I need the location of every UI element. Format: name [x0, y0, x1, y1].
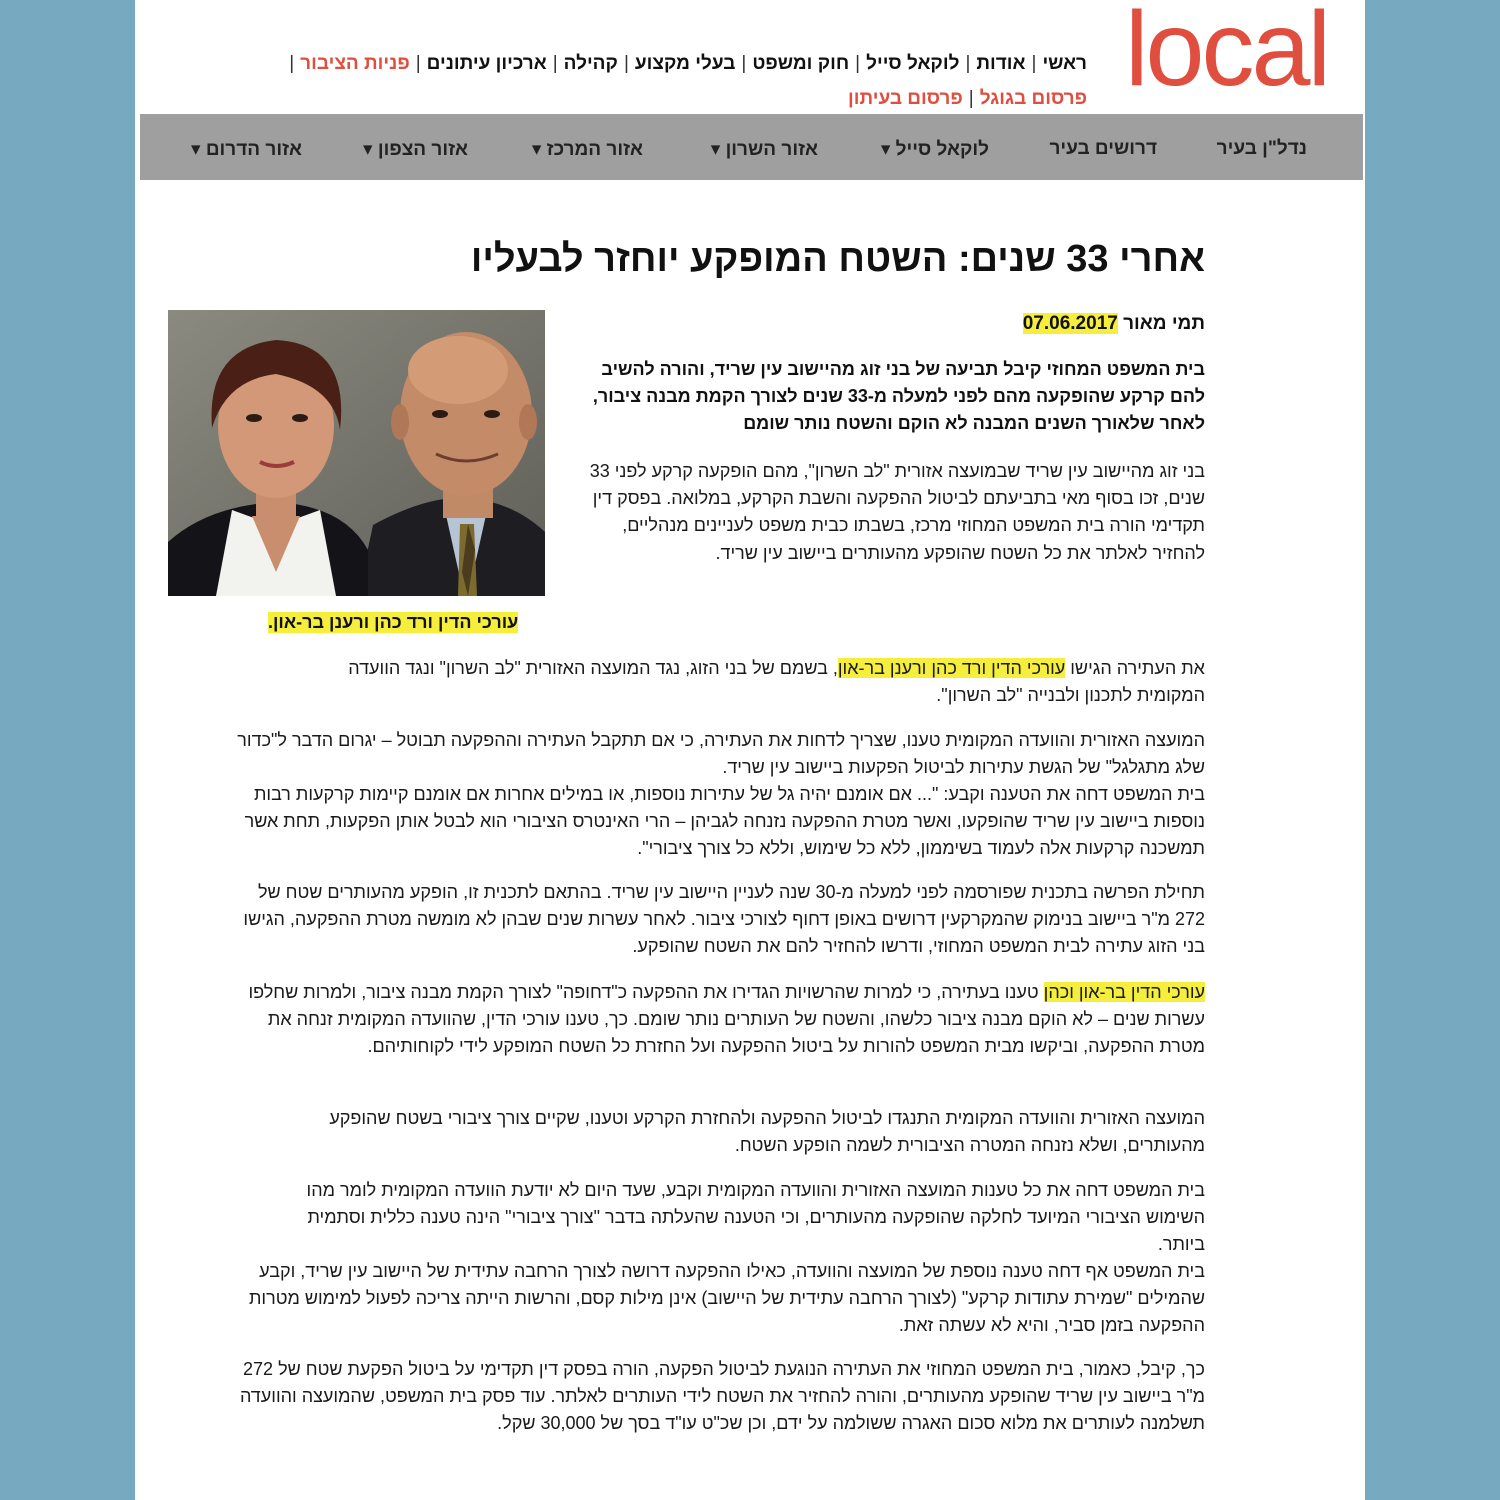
- secondary-nav: [848, 88, 1087, 110]
- article-date: 07.06.2017: [1022, 313, 1118, 334]
- nav-link-home[interactable]: ראשי: [1042, 53, 1087, 74]
- category-jobs[interactable]: דרושים בעיר: [1049, 138, 1157, 159]
- category-south[interactable]: [191, 138, 302, 161]
- article-byline: [1023, 313, 1205, 335]
- nav-link-about[interactable]: אודות: [976, 53, 1026, 74]
- p5-text: טענו בעתירה, כי למרות שהרשויות הגדירו את ההפקעה כ"דחופה" לצורך הקמת מבנה ציבור, ולמרות שחלפו עשרות שנים – לא הוקם מבנה ציבור כלשהו, והשטח של העותרים נותר שומם. כך, טענו עורכי הדין, שהוועדה המקומית זנחה את מטרת ההפקעה, וביקשו מבית המשפט להורות על ביטול ההפקעה ועל החזרת כל השטח המופקע לידי לקוחותיהם.: [248, 982, 1205, 1057]
- caret-down-icon: ▾: [880, 139, 891, 160]
- nav-separator: |: [623, 53, 629, 74]
- article-paragraph-1: בני זוג מהיישוב עין שריד שבמועצה אזורית "לב השרון", מהם הופקעה קרקע לפני 33 שנים, זכו בסוף מאי בתביעתם לביטול ההפקעה והשבת הקרקע, במלואה. בפסק דין תקדימי הורה בית המשפט המחוזי מרכז, בשבתו כבית משפט לעניינים מנהליים, להחזיר לאלתר את כל השטח שהופקע מהעותרים ביישוב עין שריד.: [589, 461, 1205, 563]
- article-lead: בית המשפט המחוזי קיבל תביעה של בני זוג מהיישוב עין שריד, והורה להשיב להם קרקע שהופקעה מהם לפני למעלה מ-33 שנים לצורך הקמת מבנה ציבור, לאחר שלאורך השנים המבנה לא הוקם והשטח נותר שומם: [592, 359, 1205, 433]
- article-paragraph-4: תחילת הפרשה בתכנית שפורסמה לפני למעלה מ-30 שנה לעניין היישוב עין שריד. בהתאם לתכנית זו, הופקע מהעותרים שטח של 272 מ"ר ביישוב בנימוק שהמקרקעין דרושים באופן דחוף לצורכי ציבור. לאחר עשרות שנים שבהן לא מומשה מטרת ההפקעה, הגישו בני הזוג עתירה לבית המשפט המחוזי, ודרשו להחזיר להם את השטח שהופקע.: [243, 882, 1205, 957]
- caret-down-icon: ▾: [531, 139, 542, 160]
- category-sharon-label: אזור השרון: [725, 139, 818, 160]
- highlighted-lawyers-names: עורכי הדין ורד כהן ורענן בר-און: [837, 658, 1066, 678]
- p2-text-start: את העתירה הגישו: [1065, 658, 1205, 678]
- top-nav: [283, 53, 1087, 75]
- nav-separator: |: [968, 88, 974, 109]
- p2-text-end: , בשמם של בני הזוג, נגד המועצה האזורית "לב השרון" ונגד הוועדה המקומית לתכנון ולבנייה "לב השרון".: [348, 658, 1205, 706]
- category-north[interactable]: [363, 138, 468, 161]
- nav-separator: |: [289, 53, 295, 74]
- nav-separator: |: [552, 53, 558, 74]
- category-center-label: אזור המרכז: [546, 139, 643, 160]
- nav-link-law[interactable]: חוק ומשפט: [752, 53, 850, 74]
- article-paragraph-8: כך, קיבל, כאמור, בית המשפט המחוזי את העתירה הנוגעת לביטול הפקעה, הורה בפסק דין תקדימי על ביטול הפקעת שטח של 272 מ"ר ביישוב עין שריד שהופקע מהעותרים, והורה להחזיר את השטח לידי העותרים לאלתר. עוד פסק בית המשפט, שהמועצה והוועדה תשלמנה לעותרים את מלוא סכום האגרה ששולמה על ידם, וכן שכ"ט עו"ד בסך של 30,000 שקל.: [239, 1359, 1205, 1434]
- photo-caption: עורכי הדין ורד כהן ורענן בר-און.: [268, 612, 519, 632]
- nav-link-local-sale[interactable]: לוקאל סייל: [866, 53, 960, 74]
- category-local-sale[interactable]: [881, 138, 989, 161]
- nav-link-google-ads[interactable]: פרסום בגוגל: [979, 88, 1087, 109]
- article-paragraph-6: המועצה האזורית והוועדה המקומית התנגדו לביטול ההפקעה ולהחזרת הקרקע וטענו, שקיים צורך ציבורי בשטח שהופקע מהעותרים, ושלא נזנחה המטרה הציבורית לשמה הופקע השטח.: [329, 1108, 1205, 1156]
- article-photo: [168, 310, 545, 596]
- nav-separator: |: [965, 53, 971, 74]
- nav-link-community[interactable]: קהילה: [563, 53, 618, 74]
- article-paragraph-2: [285, 655, 1205, 709]
- category-real-estate[interactable]: נדל"ן בעיר: [1216, 138, 1307, 159]
- highlighted-lawyers-names-2: עורכי הדין בר-און וכהן: [1043, 982, 1205, 1002]
- caret-down-icon: ▾: [710, 139, 721, 160]
- nav-link-professionals[interactable]: בעלי מקצוע: [634, 53, 736, 74]
- article-author: תמי מאור: [1123, 313, 1205, 334]
- nav-link-newspaper-ads[interactable]: פרסום בעיתון: [848, 88, 963, 109]
- site-logo[interactable]: local: [1125, 0, 1329, 108]
- category-sharon[interactable]: [711, 138, 818, 161]
- nav-separator: |: [415, 53, 421, 74]
- nav-separator: |: [741, 53, 747, 74]
- article-paragraph-5: [243, 979, 1205, 1061]
- nav-separator: |: [855, 53, 861, 74]
- article-paragraph-3b: בית המשפט דחה את הטענה וקבע: "... אם אומנם יהיה גל של עתירות נוספות, או במילים אחרות אם אומנם קיימות קרקעות רבות נוספות ביישוב עין שריד שהופקעו, ואשר מטרת ההפקעה נזנחה לגביהן – הרי האינטרס הציבורי הוא לבטל אותן הפקעות, תחת אשר תמשכנה קרקעות אלה לעמוד בשיממון, ללא כל שימוש, וללא כל צורך ציבורי".: [244, 784, 1205, 859]
- category-bar: [140, 114, 1363, 180]
- nav-link-archive[interactable]: ארכיון עיתונים: [426, 53, 547, 74]
- article-title: אחרי 33 שנים: השטח המופקע יוחזר לבעליו: [470, 238, 1205, 280]
- article-paragraph-7: בית המשפט דחה את כל טענות המועצה האזורית והוועדה המקומית וקבע, שעד היום לא יודעת הוועדה המקומית לומר מהו השימוש הציבורי המיועד לחלקה שהופקעה מהעותרים, וכי הטענה שהעלתה בדבר "צורך ציבורי" הינה טענה כללית וסתמית ביותר.: [306, 1180, 1205, 1255]
- article-paragraph-7b: בית המשפט אף דחה טענה נוספת של המועצה והוועדה, כאילו ההפקעה דרושה לצורך הרחבה עתידית של היישוב עין שריד, וקבע שהמילים "שמירת עתודות קרקע" (לצורך הרחבה עתידית של היישוב) אינן מילות קסם, והרשות הייתה צריכה לפעול למימוש מטרות ההפקעה בזמן סביר, והיא לא עשתה זאת.: [248, 1261, 1205, 1336]
- nav-link-public-inquiries[interactable]: פניות הציבור: [300, 53, 410, 74]
- caret-down-icon: ▾: [363, 139, 373, 160]
- category-center[interactable]: [532, 138, 643, 161]
- page: [135, 0, 1365, 1500]
- category-north-label: אזור הצפון: [377, 139, 468, 160]
- category-south-label: אזור הדרום: [205, 139, 302, 160]
- lawyers-photo-illustration: [168, 310, 545, 596]
- nav-separator: |: [1031, 53, 1037, 74]
- category-local-sale-label: לוקאל סייל: [895, 139, 989, 160]
- caret-down-icon: ▾: [191, 139, 201, 160]
- article-paragraph-3: המועצה האזורית והוועדה המקומית טענו, שצריך לדחות את העתירה, כי אם תתקבל העתירה וההפקעה תבוטל – יגרום הדבר ל"כדור שלג מתגלגל" של הגשת עתירות לביטול הפקעות ביישוב עין שריד.: [237, 730, 1205, 778]
